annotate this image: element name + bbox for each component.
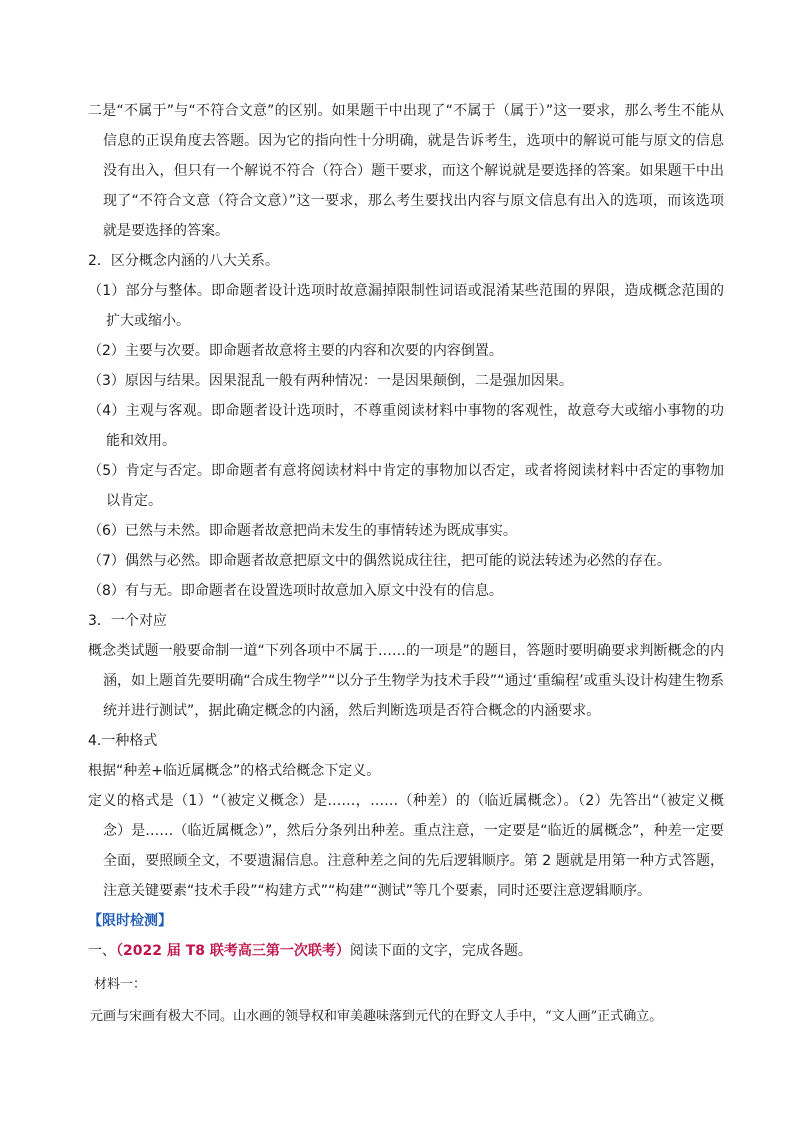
question-source: （2022 届 T8 联考高三第一次联考）: [116, 943, 350, 959]
relation-item-1: （1）部分与整体。即命题者设计选项时故意漏掉限制性词语或混淆某些范围的界限，造成概念范围的扩大或缩小。: [88, 283, 724, 329]
question-line: [88, 936, 724, 966]
relation-item-2: （2）主要与次要。即命题者故意将主要的内容和次要的内容倒置。: [88, 343, 503, 359]
relation-item-3: （3）原因与结果。因果混乱一般有两种情况：一是因果颠倒，二是强加因果。: [88, 373, 573, 389]
relation-item-4: （4）主观与客观。即命题者设计选项时，不尊重阅读材料中事物的客观性，故意夸大或缩小事物的功能和效用。: [88, 403, 724, 449]
paragraph-difference: 二是“不属于”与“不符合文意”的区别。如果题干中出现了“不属于（属于）”这一要求，那么考生不能从信息的正误角度去答题。因为它的指向性十分明确，就是告诉考生，选项中的解说可能与原文的信息没有出入，但只有一个解说不符合（符合）题干要求，而这个解说就是要选择的答案。如果题干中出现了“不符合文意（符合文意）”这一要求，那么考生要找出内容与原文信息有出入的选项，而该选项就是要选择的答案。: [88, 103, 724, 239]
question-number: 一、: [88, 943, 116, 959]
relation-item-8: （8）有与无。即命题者在设置选项时故意加入原文中没有的信息。: [88, 583, 503, 599]
question-instruction: 阅读下面的文字，完成各题。: [349, 943, 532, 959]
paragraph-format-rule: 根据“种差+临近属概念”的格式给概念下定义。: [88, 763, 381, 779]
relation-item-6: （6）已然与未然。即命题者故意把尚未发生的事情转述为既成事实。: [88, 523, 517, 539]
relation-item-5: （5）肯定与否定。即命题者有意将阅读材料中肯定的事物加以否定，或者将阅读材料中否定的事物加以肯定。: [88, 463, 724, 509]
section-heading-2: 2．区分概念内涵的八大关系。: [88, 253, 279, 269]
paragraph-definition-format: 定义的格式是（1）“（被定义概念）是……，……（种差）的（临近属概念）。（2）先答出“（被定义概念）是……（临近属概念）”，然后分条列出种差。重点注意，一定要是“临近的属概念”，种差一定要全面，要照顾全文，不要遗漏信息。注意种差之间的先后逻辑顺序。第 2 题就是用第一种方式答题，注意关键要素“技术手段”“构建方式”“构建”“测试”等几个要素，同时还要注意逻辑顺序。: [88, 793, 724, 899]
material-text-line: 元画与宋画有极大不同。山水画的领导权和审美趣味落到元代的在野文人手中，“文人画”正式确立。: [90, 1009, 663, 1024]
material-label-text: 材料一：: [94, 977, 147, 992]
section-heading-4: 4.一种格式: [88, 733, 158, 749]
section-heading-3: 3．一个对应: [88, 613, 167, 629]
limit-test-heading: 【限时检测】: [88, 913, 172, 929]
material-text: [88, 1000, 724, 1034]
paragraph-correspondence: 概念类试题一般要命制一道“下列各项中不属于……的一项是”的题目，答题时要明确要求判断概念的内涵，如上题首先要明确“合成生物学”“以分子生物学为技术手段”“通过‘重编程’或重头设计构建生物系统并进行测试”，据此确定概念的内涵，然后判断选项是否符合概念的内涵要求。: [88, 643, 724, 719]
relation-item-7: （7）偶然与必然。即命题者故意把原文中的偶然说成往往，把可能的说法转述为必然的存在。: [88, 553, 671, 569]
material-label: [88, 970, 724, 1000]
document-body: [88, 96, 724, 1034]
